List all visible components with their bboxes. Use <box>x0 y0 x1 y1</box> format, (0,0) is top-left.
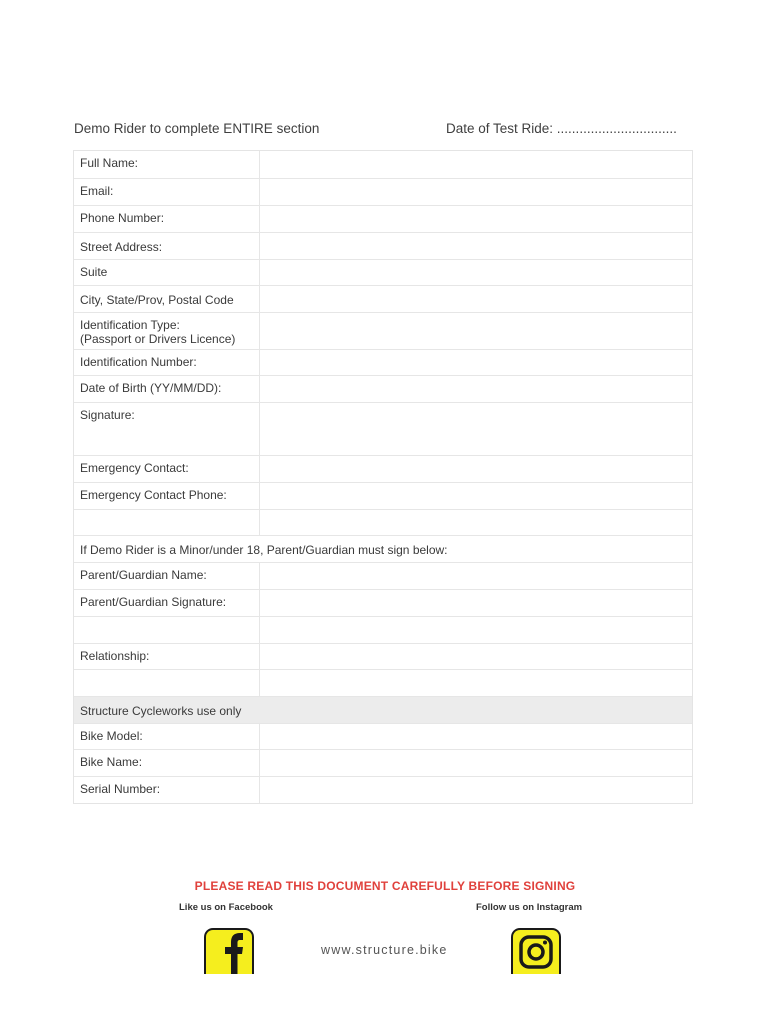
relationship-field[interactable] <box>260 644 692 669</box>
phone-field[interactable] <box>260 206 692 232</box>
row-serial <box>74 776 692 803</box>
street-field[interactable] <box>260 233 692 259</box>
city-field[interactable] <box>260 286 692 312</box>
row-email <box>74 178 692 205</box>
id-number-label: Identification Number: <box>74 350 260 375</box>
emergency-contact-field[interactable] <box>260 456 692 482</box>
row-id-number <box>74 349 692 375</box>
street-label: Street Address: <box>74 233 260 259</box>
blank-label <box>74 510 260 535</box>
instagram-label: Follow us on Instagram <box>476 902 583 913</box>
row-bike-name <box>74 749 692 776</box>
row-suite <box>74 259 692 285</box>
full-name-label: Full Name: <box>74 151 260 178</box>
emergency-contact-label: Emergency Contact: <box>74 456 260 482</box>
signature-field[interactable] <box>260 403 692 455</box>
row-blank-1 <box>74 509 692 535</box>
phone-label: Phone Number: <box>74 206 260 232</box>
suite-field[interactable] <box>260 260 692 285</box>
facebook-icon[interactable] <box>204 928 254 974</box>
email-label: Email: <box>74 179 260 205</box>
row-signature <box>74 402 692 455</box>
bike-model-field[interactable] <box>260 724 692 749</box>
row-emergency-contact <box>74 455 692 482</box>
id-type-field[interactable] <box>260 313 692 349</box>
emergency-phone-label: Emergency Contact Phone: <box>74 483 260 509</box>
id-type-label: Identification Type: (Passport or Drivers Licence) <box>74 313 260 349</box>
row-id-type <box>74 312 692 349</box>
guardian-signature-field[interactable] <box>260 590 692 616</box>
row-dob <box>74 375 692 402</box>
id-number-field[interactable] <box>260 350 692 375</box>
row-guardian-signature-cont <box>74 616 692 643</box>
suite-label: Suite <box>74 260 260 285</box>
serial-label: Serial Number: <box>74 777 260 803</box>
row-full-name <box>74 151 692 178</box>
rider-form-table <box>73 150 693 804</box>
guardian-name-label: Parent/Guardian Name: <box>74 563 260 589</box>
blank-field[interactable] <box>260 510 692 535</box>
guardian-signature-cont-field[interactable] <box>260 616 692 643</box>
row-phone <box>74 205 692 232</box>
guardian-signature-cont-label <box>74 617 260 643</box>
blank-label-2 <box>74 670 260 696</box>
test-ride-date[interactable]: Date of Test Ride: ................................ <box>446 121 677 136</box>
section-instruction: Demo Rider to complete ENTIRE section <box>74 121 320 136</box>
serial-field[interactable] <box>260 777 692 803</box>
row-shop-use-header <box>74 696 692 723</box>
guardian-signature-label: Parent/Guardian Signature: <box>74 590 260 616</box>
read-carefully-notice: PLEASE READ THIS DOCUMENT CAREFULLY BEFORE SIGNING <box>194 879 576 893</box>
blank-field-2[interactable] <box>260 670 692 696</box>
guardian-name-field[interactable] <box>260 563 692 589</box>
row-blank-2 <box>74 669 692 696</box>
bike-model-label: Bike Model: <box>74 724 260 749</box>
row-bike-model <box>74 723 692 749</box>
website-link[interactable]: www.structure.bike <box>321 943 448 957</box>
city-label: City, State/Prov, Postal Code <box>74 286 260 312</box>
bike-name-field[interactable] <box>260 750 692 776</box>
row-minor-notice <box>74 535 692 562</box>
row-guardian-signature <box>74 589 692 616</box>
bike-name-label: Bike Name: <box>74 750 260 776</box>
instagram-icon[interactable] <box>511 928 561 974</box>
email-field[interactable] <box>260 179 692 205</box>
relationship-label: Relationship: <box>74 644 260 669</box>
emergency-phone-field[interactable] <box>260 483 692 509</box>
full-name-field[interactable] <box>260 151 692 178</box>
dob-field[interactable] <box>260 376 692 402</box>
row-emergency-phone <box>74 482 692 509</box>
row-relationship <box>74 643 692 669</box>
dob-label: Date of Birth (YY/MM/DD): <box>74 376 260 402</box>
shop-use-header: Structure Cycleworks use only <box>80 704 242 718</box>
facebook-label: Like us on Facebook <box>179 902 273 913</box>
row-street <box>74 232 692 259</box>
row-guardian-name <box>74 562 692 589</box>
signature-label: Signature: <box>74 403 260 455</box>
row-city <box>74 285 692 312</box>
minor-notice: If Demo Rider is a Minor/under 18, Parent/Guardian must sign below: <box>80 543 448 557</box>
